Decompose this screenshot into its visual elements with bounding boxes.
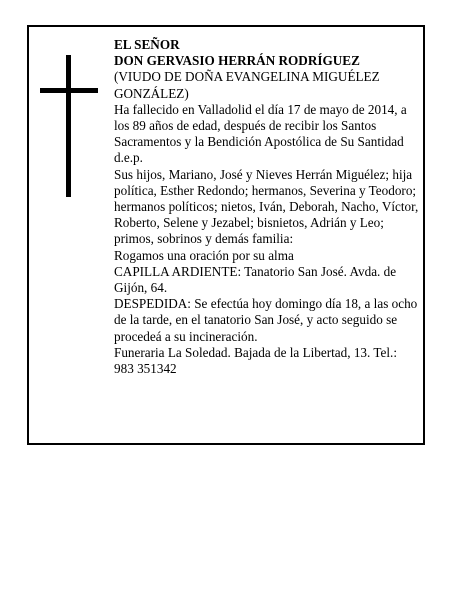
deceased-name: DON GERVASIO HERRÁN RODRÍGUEZ bbox=[114, 53, 360, 69]
notice-title: EL SEÑOR bbox=[114, 37, 180, 52]
cross-icon bbox=[40, 55, 98, 197]
widower-line: (VIUDO DE DOÑA EVANGELINA MIGUÉLEZ GONZÁLEZ) bbox=[114, 69, 380, 101]
notice-text bbox=[114, 37, 420, 377]
chapel-info: CAPILLA ARDIENTE: Tanatorio San José. Avda. de Gijón, 64. bbox=[114, 263, 397, 296]
death-info: Ha fallecido en Valladolid el día 17 de mayo de 2014, a los 89 años de edad, después de recibir los Santos Sacramentos y la Bendición Apostólica de Su Santidad d.e.p. bbox=[114, 101, 407, 166]
cross-horizontal-bar bbox=[40, 88, 98, 93]
cross-vertical-bar bbox=[66, 55, 71, 197]
funeral-home-info: Funeraria La Soledad. Bajada de la Libertad, 13. Tel.: 983 351342 bbox=[114, 344, 397, 377]
prayer-line: Rogamos una oración por su alma bbox=[114, 247, 294, 263]
family-list: Sus hijos, Mariano, José y Nieves Herrán Miguélez; hija política, Esther Redondo; hermanos, Severina y Teodoro; hermanos políticos; nietos, Iván, Deborah, Nacho, Víctor, Roberto, Selene y Jezabel; bisnietos, Adrián y Leo; primos, sobrinos y demás familia: bbox=[114, 166, 419, 247]
farewell-info: DESPEDIDA: Se efectúa hoy domingo día 18, a las ocho de la tarde, en el tanatorio San José, y acto seguido se procedeá a su incineración. bbox=[114, 296, 418, 344]
